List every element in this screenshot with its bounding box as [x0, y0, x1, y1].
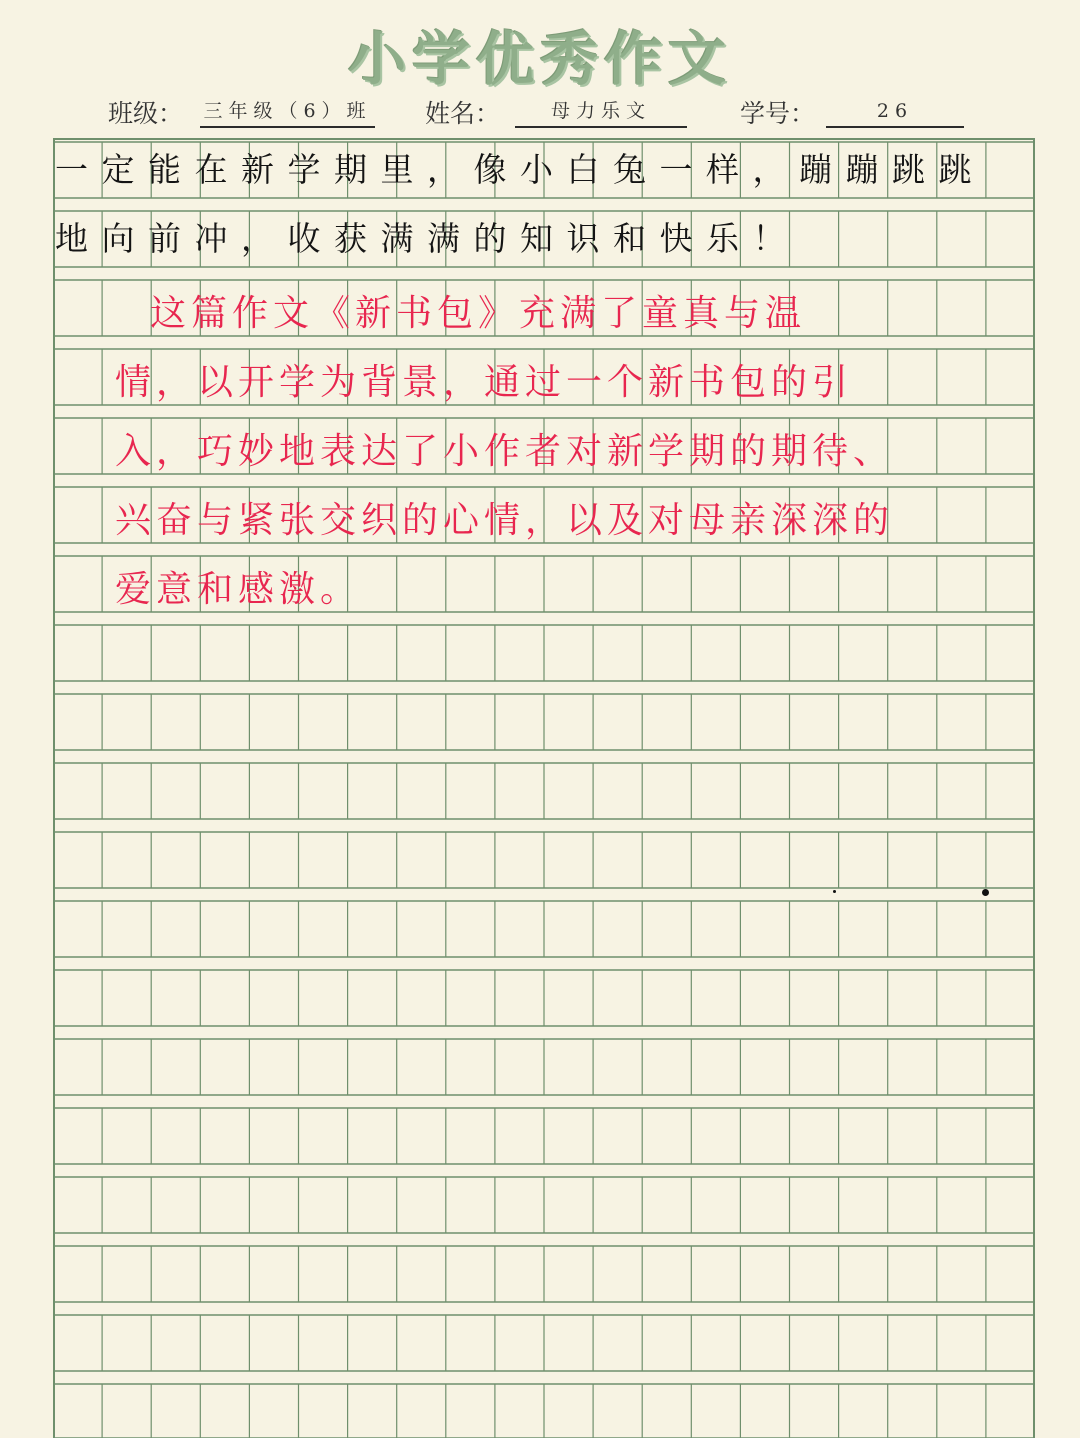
review-line: 入，巧妙地表达了小作者对新学期的期待、 [115, 431, 895, 472]
student-id-label: 学号： [740, 99, 816, 128]
review-line: 爱意和感激。 [115, 569, 362, 610]
name-label: 姓名： [425, 99, 501, 128]
class-field: 三年级（6）班 [200, 96, 375, 128]
essay-line: 一定能在新学期里，像小白兔一样，蹦蹦跳跳 [55, 150, 985, 189]
ink-dot [982, 889, 989, 896]
review-line: 兴奋与紧张交织的心情，以及对母亲深深的 [115, 500, 895, 541]
page-title: 小学优秀作文 [347, 25, 732, 93]
review-line: 情，以开学为背景，通过一个新书包的引 [115, 362, 854, 403]
student-id-field: 26 [826, 96, 964, 128]
essay-line: 地向前冲，收获满满的知识和快乐！ [55, 219, 799, 258]
class-label: 班级： [108, 99, 184, 128]
student-info-row [0, 90, 1080, 134]
name-field: 母力乐文 [515, 96, 687, 128]
review-line: 这篇作文《新书包》充满了童真与温 [150, 293, 807, 334]
ink-dot [833, 890, 836, 893]
